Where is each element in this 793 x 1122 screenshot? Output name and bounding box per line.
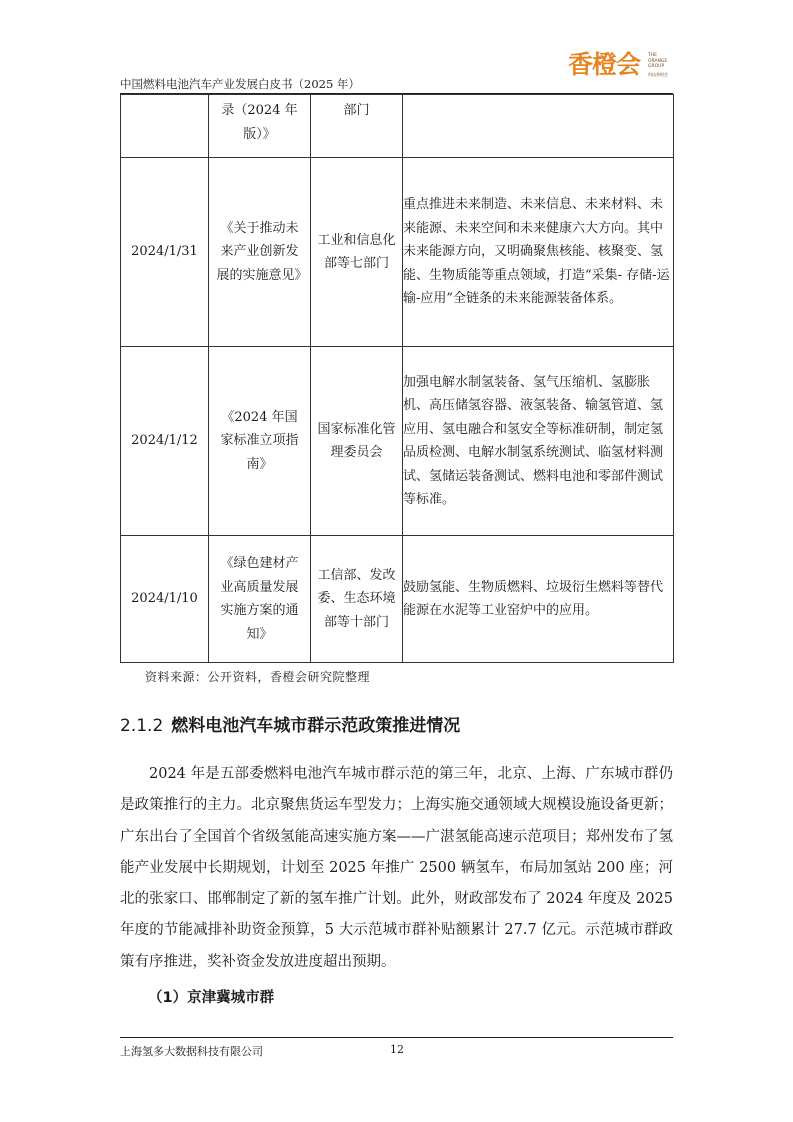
policy-name: 录（2024 年版）》 — [221, 103, 298, 142]
department-cell — [311, 347, 403, 536]
footer-divider — [120, 1037, 673, 1038]
logo-english: THE ORANGE GROUP — [648, 53, 668, 69]
table-row — [121, 536, 674, 663]
date-cell: 2024/1/31 — [121, 158, 209, 347]
body-paragraph: 2024 年是五部委燃料电池汽车城市群示范的第三年，北京、上海、广东城市群仍是政策推行的主力。北京聚焦货运车型发力；上海实施交通领域大规模设施设备更新；广东出台了全国首个省级氢能高速实施方案——广湛氢能高速示范项目；郑州发布了氢能产业发展中长期规划，计划至 2025 年推广 2500 辆氢车，布局加氢站 200 座；河北的张家口、邯郸制定了新的氢车推广计划。此外，财政部发布了 2024 年度及 2025 年度的节能减排补助资金预算，5 大示范城市群补贴额累计 27.7 亿元。示范城市群政策有序推进，奖补资金发放进度超出预期。 — [120, 766, 673, 970]
subsection-heading: （1）京津冀城市群 — [148, 990, 275, 1006]
content-cell — [403, 95, 674, 158]
content-cell: 重点推进未来制造、未来信息、未来材料、未来能源、未来空间和未来健康六大方向。其中未来能源方向，又明确聚焦核能、核聚变、氢能、生物质能等重点领域，打造“采集- 存储-运输-应用”全链条的未来能源装备体系。 — [403, 158, 674, 347]
logo-wordmark: 香橙会 — [568, 50, 641, 79]
section-number: 2.1.2 — [120, 716, 164, 736]
section-heading — [120, 711, 460, 736]
policy-name: 《绿色建材产业高质量发展实施方案的通知》 — [220, 556, 299, 642]
department: 国家标准化管理委员会 — [317, 421, 396, 460]
policy-name-cell — [209, 158, 311, 347]
footer-company: 上海氢多大数据科技有限公司 — [120, 1045, 263, 1058]
policy-name-cell — [209, 536, 311, 663]
department: 部门 — [343, 103, 370, 118]
policy-name: 《关于推动未来产业创新发展的实施意见》 — [216, 220, 308, 283]
department-cell — [311, 158, 403, 347]
date-cell: 2024/1/10 — [121, 536, 209, 663]
section-title: 燃料电池汽车城市群示范政策推进情况 — [171, 716, 461, 736]
policy-name-cell — [209, 347, 311, 536]
department: 工信部、发改委、生态环境部等十部门 — [317, 567, 396, 630]
date-cell — [121, 95, 209, 158]
page-header-title: 中国燃料电池汽车产业发展白皮书（2025 年） — [120, 77, 360, 91]
table-source-note: 资料来源：公开资料，香橙会研究院整理 — [145, 670, 371, 684]
page-number: 12 — [390, 1043, 404, 1056]
date-cell: 2024/1/12 — [121, 347, 209, 536]
policy-name-cell — [209, 95, 311, 158]
policy-table — [120, 94, 674, 663]
content-cell: 鼓励氢能、生物质燃料、垃圾衍生燃料等替代能源在水泥等工业窑炉中的应用。 — [403, 536, 674, 663]
content-cell: 加强电解水制氢装备、氢气压缩机、氢膨胀机、高压储氢容器、液氢装备、输氢管道、氢应用、氢电融合和氢安全等标准研制，制定氢品质检测、电解水制氢系统测试、临氢材料测试、氢储运装备测试、燃料电池和零部件测试等标准。 — [403, 347, 674, 536]
orange-group-logo — [568, 50, 676, 84]
department-cell — [311, 95, 403, 158]
policy-name: 《2024 年国家标准立项指南》 — [220, 409, 299, 472]
logo-subtitle: 科技香橙会 — [648, 72, 668, 77]
table-row — [121, 95, 674, 158]
table-row — [121, 158, 674, 347]
department: 工业和信息化部等七部门 — [317, 232, 396, 271]
department-cell — [311, 536, 403, 663]
table-row — [121, 347, 674, 536]
